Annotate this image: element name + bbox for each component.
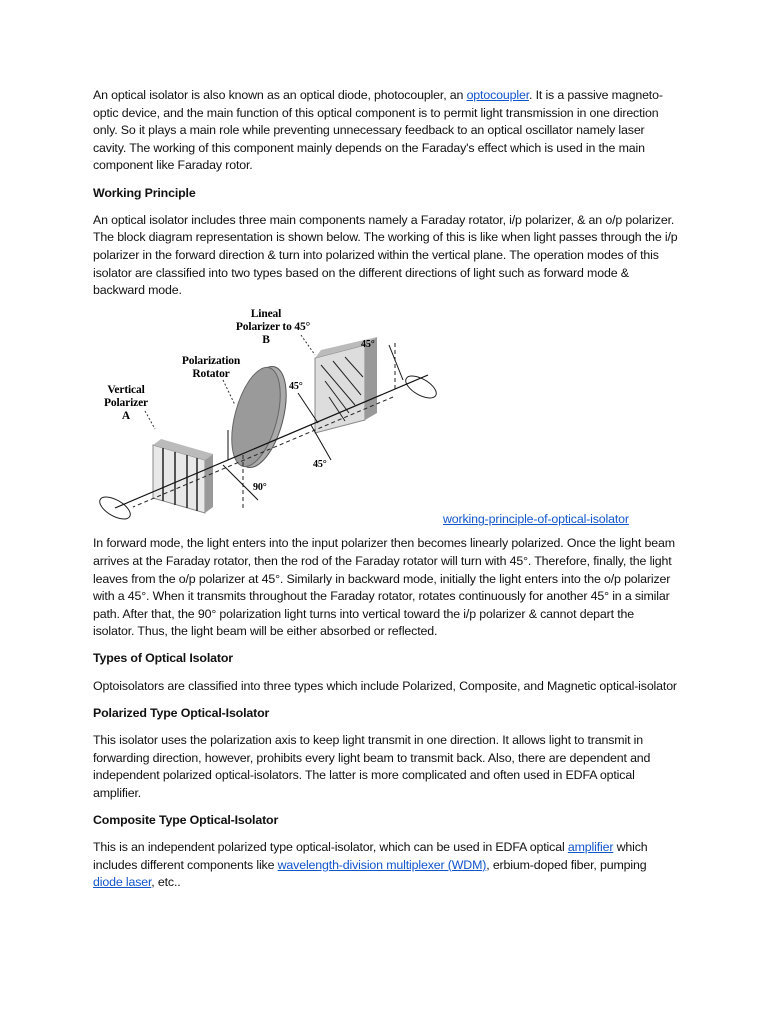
label-polarizer: Polarizer [104, 397, 148, 410]
composite-heading: Composite Type Optical-Isolator [93, 813, 279, 827]
amplifier-link[interactable]: amplifier [567, 840, 614, 855]
working-principle-heading: Working Principle [93, 185, 196, 200]
types-heading: Types of Optical Isolator [93, 651, 233, 666]
intro-paragraph: An optical isolator is also known as an optical diode, photocoupler, an optocoupler. It is a passive magneto-optic device, and the main function of this optical component is to permit light transmission in one direction only. So it plays a main role while preventing unnecessary feedback to an optical oscillator namely laser cavity. The working of this component mainly depends on the Faraday's effect which is used in the main component like Faraday rotor. [93, 88, 663, 173]
polarized-heading: Polarized Type Optical-Isolator [93, 705, 270, 720]
label-90: 90° [253, 482, 267, 494]
label-45-top: 45° [361, 339, 375, 351]
document-body [93, 87, 678, 902]
working-principle-paragraph: An optical isolator includes three main components namely a Faraday rotator, i/p polarizer, & an o/p polarizer. The block diagram representation is shown below. The working of this is like when light passes through the i/p polarizer in the forward direction & turn into polarized within the vertical plane. The operation modes of this isolator are classified into two types based on the different directions of light such as forward mode & backward mode. [93, 212, 678, 298]
label-polarizer-to-45: Polarizer to 45° [235, 321, 311, 334]
label-45-low: 45° [313, 459, 327, 471]
label-lineal: Lineal [250, 308, 282, 321]
figure-caption-link[interactable]: working-principle-of-optical-isolator [443, 512, 629, 527]
label-rotator: Rotator [192, 368, 230, 381]
optocoupler-link[interactable]: optocoupler [466, 88, 529, 102]
polarized-paragraph: This isolator uses the polarization axis to keep light transmit in one direction. It allows light to transmit in forwarding direction, however, prohibits every light beam to transmit back. Also, there are dependent and independent polarized optical-isolators. The latter is more complicated and often used in EDFA optical amplifier. [93, 733, 651, 800]
label-polarization: Polarization [181, 355, 241, 368]
label-vertical: Vertical [107, 384, 145, 397]
label-45-mid: 45° [289, 381, 303, 393]
modes-paragraph: In forward mode, the light enters into the input polarizer then becomes linearly polarized. Once the light beam arrives at the Faraday rotator, then the rod of the Faraday rotator will turn with 45°. Therefore, finally, the light leaves from the o/p polarizer at 45°. Similarly in backward mode, initially the light enters into the o/p polarizer with a 45°. When it transmits throughout the Faraday rotator, rotates continuously for another 45° in a similar path. After that, the 90° polarization light turns into vertical toward the i/p polarizer & cannot depart the isolator. Thus, the light beam will be either absorbed or reflected. [93, 536, 675, 639]
diode-laser-link[interactable]: diode laser [93, 875, 152, 890]
label-b: B [262, 334, 270, 347]
types-paragraph: Optoisolators are classified into three types which include Polarized, Composite, and Magnetic optical-isolator [93, 678, 677, 693]
diagram-illustration [93, 305, 678, 533]
composite-paragraph: This is an independent polarized type optical-isolator, which can be used in EDFA optical amplifier which includes different components like wavelength-division multiplexer (WDM), erbium-doped fiber, pumping diode laser, etc.. [93, 840, 648, 890]
optical-isolator-diagram [93, 305, 678, 533]
label-a: A [121, 410, 131, 423]
wdm-link[interactable]: wavelength-division multiplexer (WDM) [277, 857, 487, 872]
